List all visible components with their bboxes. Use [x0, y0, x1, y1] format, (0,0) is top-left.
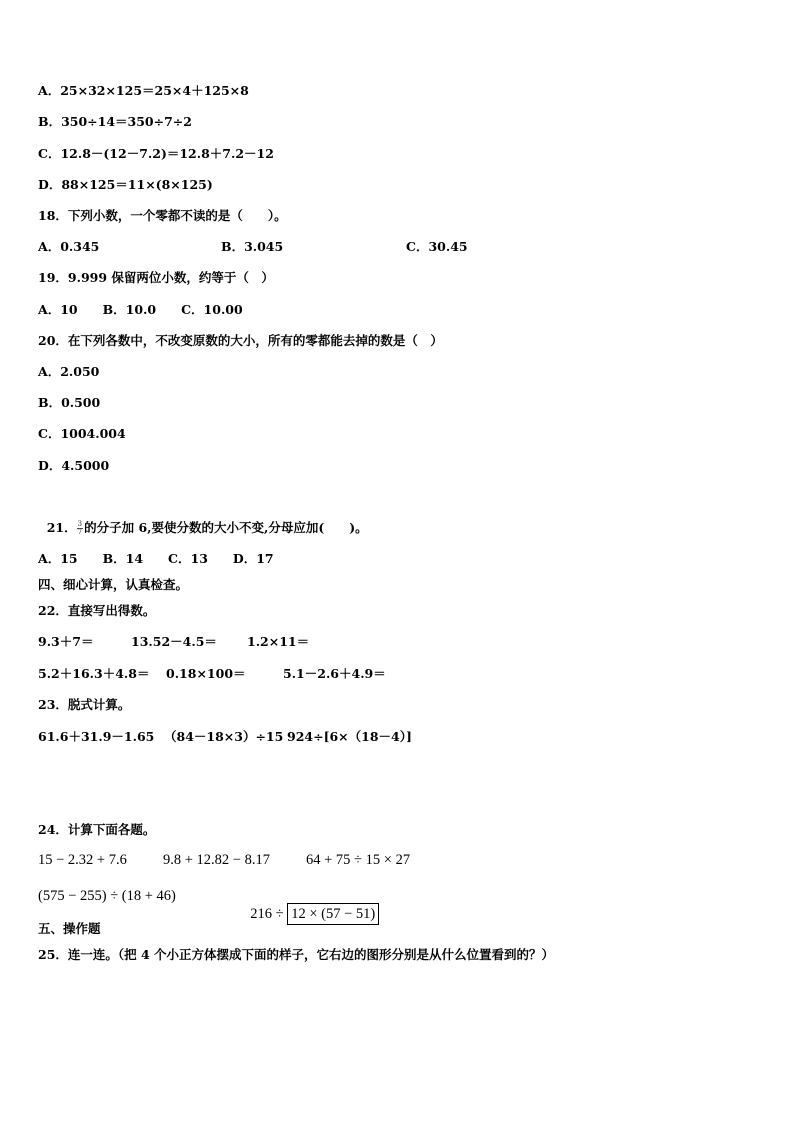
q23-item-2: （84－18×3）÷15 [164, 729, 284, 744]
q21-stem [38, 504, 368, 536]
q23-stem: 23．脱式计算。 [38, 697, 131, 712]
q24-stem: 24．计算下面各题。 [38, 822, 156, 837]
q20-option-c: C．1004.004 [38, 426, 126, 441]
q19-stem: 19．9.999 保留两位小数，约等于（ ） [38, 270, 274, 285]
q21-number: 21． [46, 520, 77, 535]
q22-item-5: 0.18×100＝ [166, 666, 246, 681]
q22-item-3: 1.2×11＝ [247, 634, 310, 649]
q24-item-5 [243, 885, 379, 925]
q24-item-2: 9.8 + 12.82 − 8.17 [163, 852, 270, 868]
q17-option-b: B．350÷14＝350÷7÷2 [38, 114, 192, 129]
q22-item-4: 5.2＋16.3＋4.8＝ [38, 666, 150, 681]
q22-item-2: 13.52－4.5＝ [131, 634, 217, 649]
q22-item-6: 5.1－2.6＋4.9＝ [283, 666, 386, 681]
q19-options: A．10 B．10.0 C．10.00 [38, 302, 243, 317]
q18-stem: 18．下列小数，一个零都不读的是（ ）。 [38, 208, 287, 223]
q24-item-5-prefix: 216 ÷ [250, 906, 284, 922]
q18-option-c: C．30.45 [406, 239, 468, 254]
q25-stem: 25．连一连。（把 4 个小正方体摆成下面的样子，它右边的图形分别是从什么位置看到的？） [38, 947, 555, 962]
q21-fraction [77, 521, 83, 536]
section-5-heading: 五、操作题 [38, 921, 101, 936]
q21-stem-text: 的分子加 6,要使分数的大小不变,分母应加( )。 [84, 520, 368, 535]
q20-option-d: D．4.5000 [38, 458, 110, 473]
q18-option-b: B．3.045 [221, 239, 284, 254]
q21-options: A．15 B．14 C．13 D．17 [38, 551, 274, 566]
q24-item-5-bracket [287, 903, 379, 925]
q22-stem: 22．直接写出得数。 [38, 603, 156, 618]
q21-fraction-denominator: 7 [77, 528, 83, 536]
q17-option-d: D．88×125＝11×(8×125) [38, 177, 213, 192]
q24-item-5-inner: 12 × (57 − 51) [291, 906, 376, 922]
section-4-heading: 四、细心计算，认真检查。 [38, 577, 189, 592]
q23-item-3: 924÷[6×（18－4）] [287, 729, 412, 744]
q24-item-3: 64 + 75 ÷ 15 × 27 [306, 852, 411, 868]
q18-option-a: A．0.345 [38, 239, 100, 254]
q24-item-1: 15 − 2.32 + 7.6 [38, 852, 127, 868]
q17-option-c: C．12.8－(12－7.2)＝12.8＋7.2－12 [38, 146, 274, 161]
q24-item-4: (575 − 255) ÷ (18 + 46) [38, 888, 176, 904]
q21-fraction-numerator: 3 [77, 520, 83, 528]
q20-stem: 20．在下列各数中，不改变原数的大小，所有的零都能去掉的数是（ ） [38, 333, 443, 348]
q20-option-a: A．2.050 [38, 364, 100, 379]
q17-option-a: A．25×32×125＝25×4＋125×8 [38, 83, 249, 98]
q20-option-b: B．0.500 [38, 395, 101, 410]
q23-item-1: 61.6＋31.9－1.65 [38, 729, 155, 744]
q22-item-1: 9.3＋7＝ [38, 634, 94, 649]
